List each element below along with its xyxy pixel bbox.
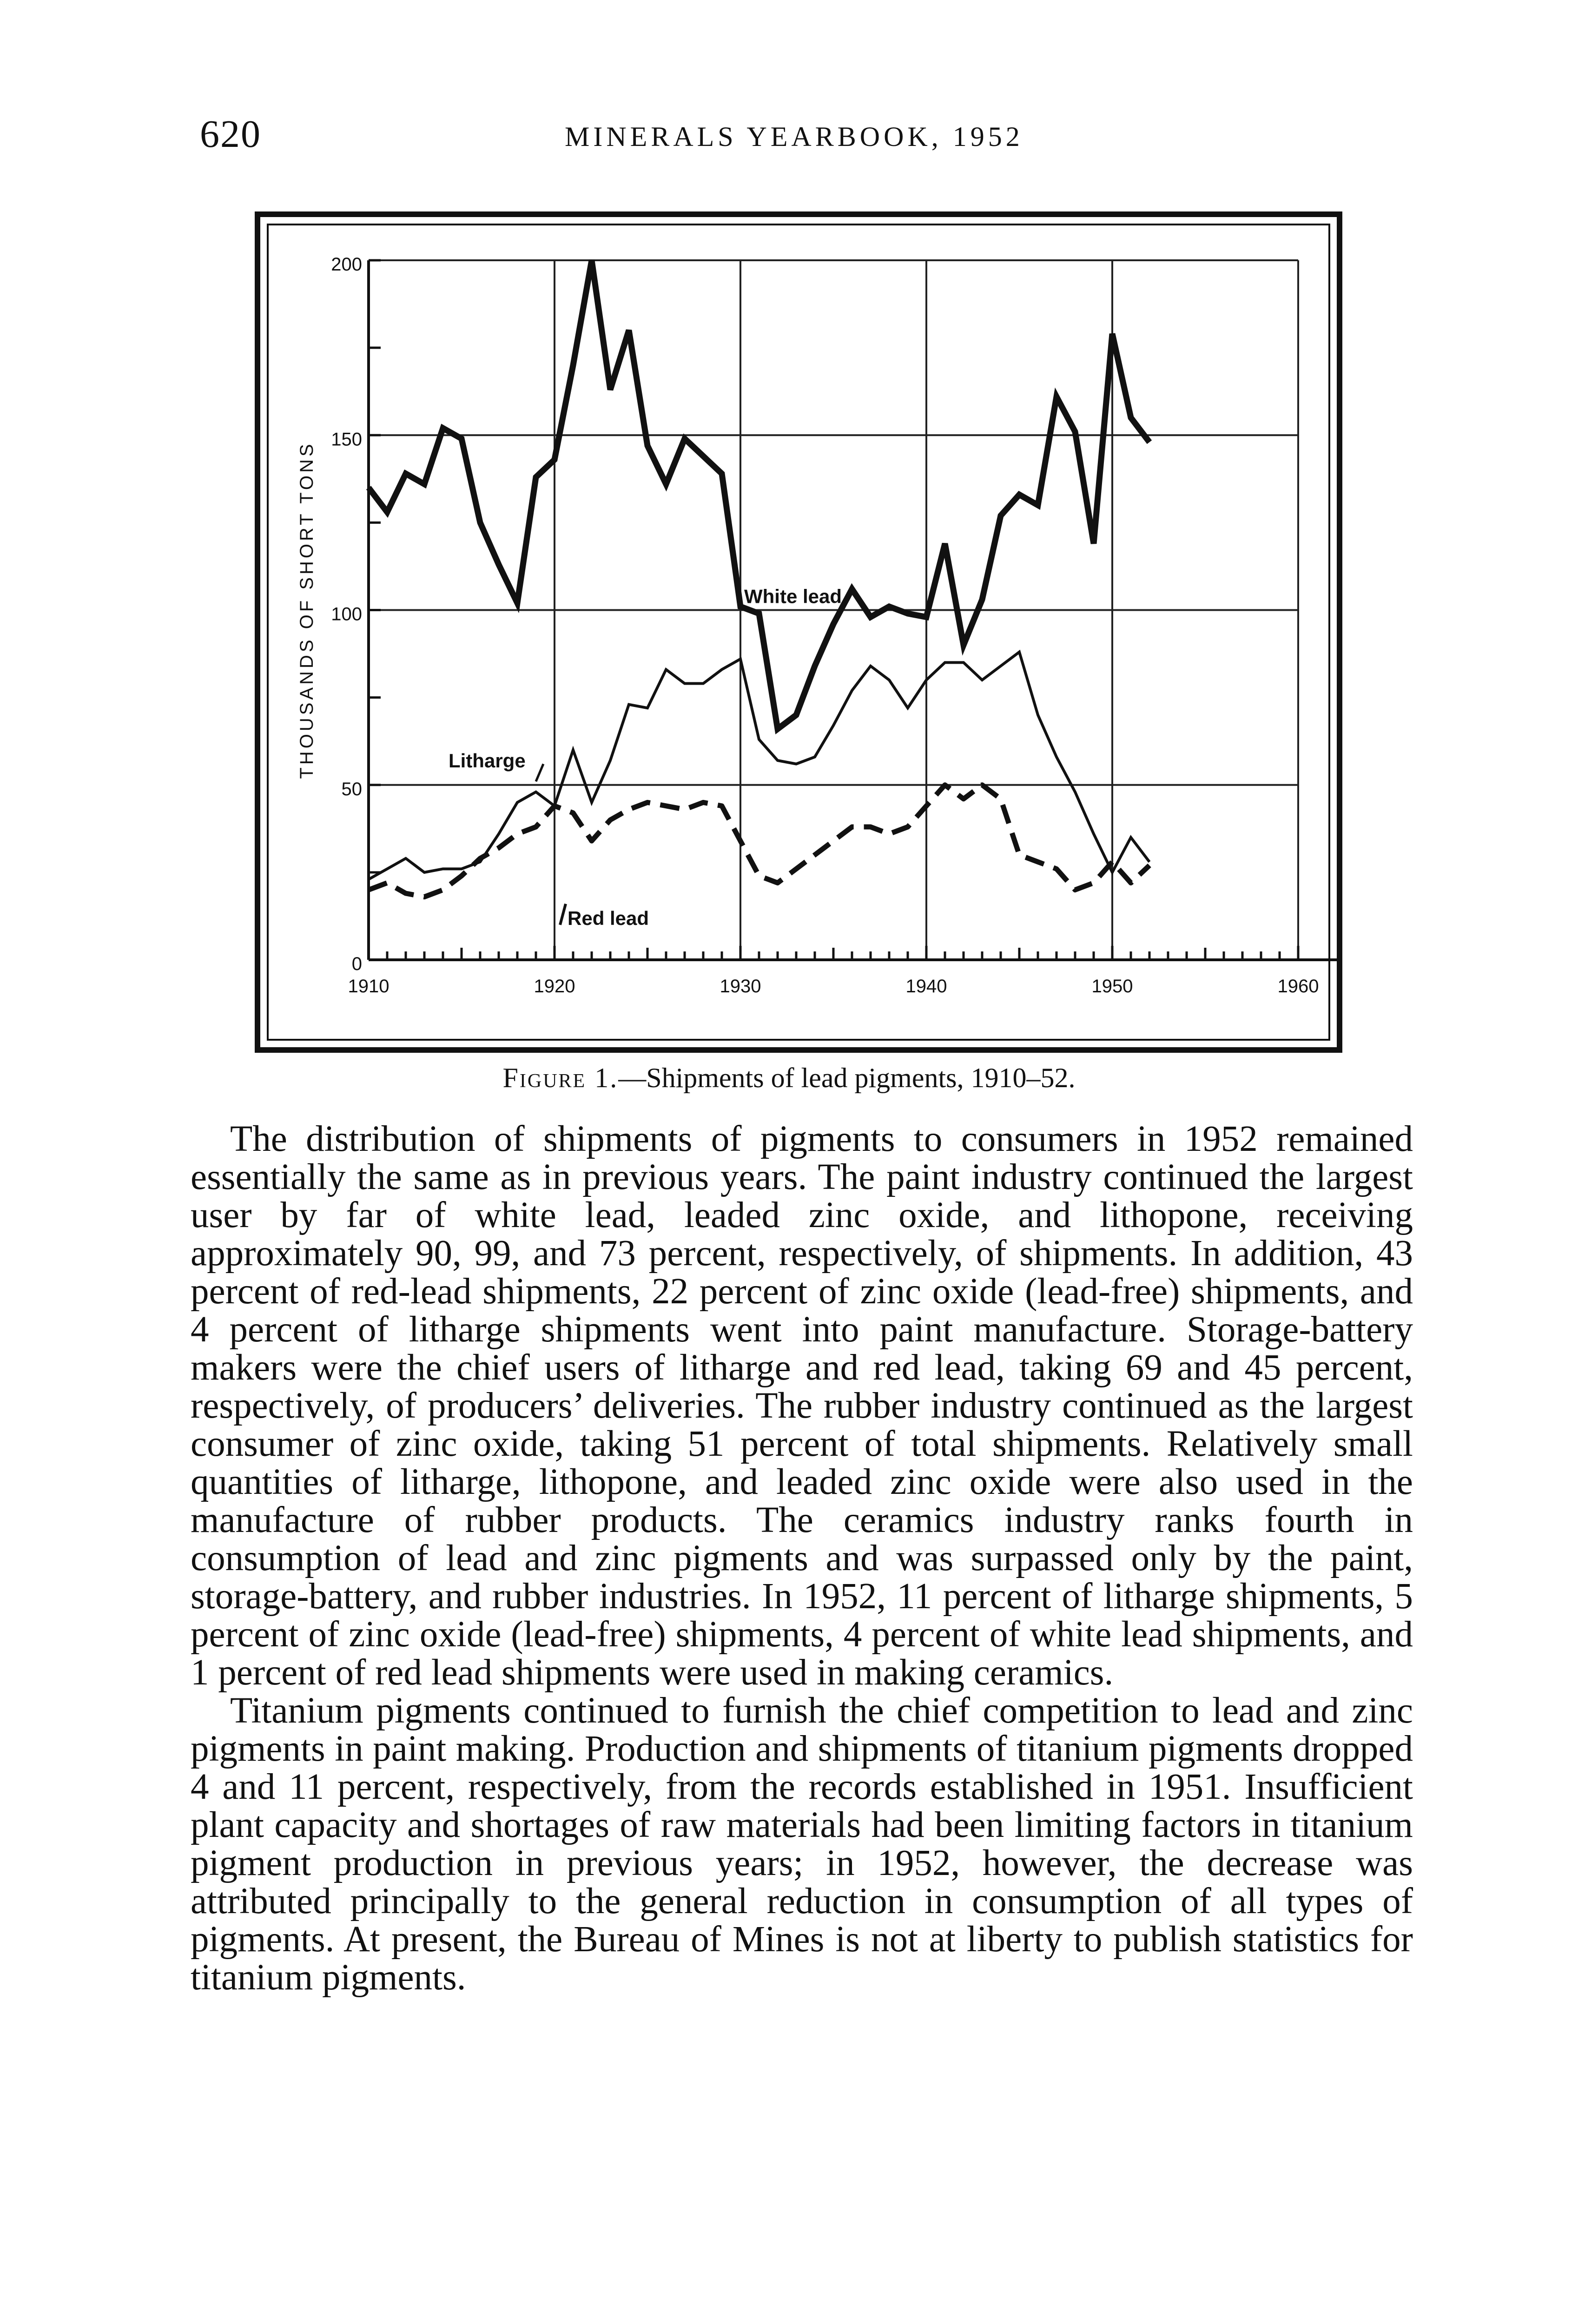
x-tick-label: 1930 [720, 976, 761, 997]
series-line-white-lead [369, 260, 1149, 729]
litharge-pointer [536, 764, 543, 782]
annotation-litharge: Litharge [449, 750, 526, 772]
x-tick-label: 1910 [348, 976, 390, 997]
running-title: MINERALS YEARBOOK, 1952 [565, 121, 1023, 152]
chart-series [369, 260, 1149, 897]
chart-grid [369, 260, 1298, 960]
y-tick-label: 200 [331, 254, 362, 275]
y-axis-label: THOUSANDS OF SHORT TONS [297, 441, 317, 779]
x-tick-label: 1920 [534, 976, 575, 997]
x-tick-label: 1960 [1277, 976, 1319, 997]
paragraph-pigment-distribution: The distribution of shipments of pigments to consumers in 1952 remained essentially the same as in previous years. The paint industry continued the largest user by far of white lead, leaded zinc oxide, and lithopone, receiving approximately 90, 99, and 73 percent, respectively, of shipments. In addition, 43 percent of red-lead shipments, 22 percent of zinc oxide (lead-free) shipments, and 4 percent of litharge shipments went into paint manufacture. Storage-battery makers were the chief users of litharge and red lead, taking 69 and 45 percent, respectively, of producers’ deliveries. The rubber industry continued as the largest consumer of zinc oxide, taking 51 percent of total shipments. Relatively small quantities of litharge, lithopone, and leaded zinc oxide were also used in the manufacture of rubber products. The ceramics industry ranks fourth in consumption of lead and zinc pigments and was surpassed only by the paint, storage-battery, and rubber industries. In 1952, 11 percent of litharge shipments, 5 percent of zinc oxide (lead-free) shipments, 4 percent of white lead shipments, and 1 percent of red lead shipments were used in making ceramics. [191, 1119, 1413, 1693]
figure-outer-frame [257, 214, 1340, 1050]
y-tick-label: 0 [351, 954, 362, 974]
x-tick-label: 1940 [905, 976, 947, 997]
figure-1 [255, 211, 1342, 1053]
chart-labels [297, 254, 1319, 997]
running-head [200, 112, 1408, 163]
paragraph-titanium-pigments: Titanium pigments continued to furnish the chief competition to lead and zinc pigments in paint making. Production and shipments of titanium pigments dropped 4 and 11 percent, respectively, from the records established in 1951. Insufficient plant capacity and shortages of raw materials had been limiting factors in titanium pigment production in previous years; in 1952, however, the decrease was attributed principally to the general reduction in consumption of all types of pigments. At present, the Bureau of Mines is not at liberty to publish statistics for titanium pigments. [191, 1690, 1413, 1998]
y-tick-label: 50 [341, 779, 362, 799]
annotation-red-lead: Red lead [568, 907, 649, 929]
figure-caption [0, 1062, 1578, 1094]
page-number: 620 [200, 112, 261, 156]
lead-pigments-chart [255, 211, 1342, 1053]
figure-inner-frame [268, 224, 1329, 1040]
body-text [191, 1120, 1413, 1997]
annotation-white-lead: White lead [744, 585, 842, 607]
caption-text: —Shipments of lead pigments, 1910–52. [618, 1063, 1076, 1093]
red-lead-pointer [560, 904, 566, 925]
x-tick-label: 1950 [1091, 976, 1133, 997]
y-tick-label: 100 [331, 604, 362, 625]
series-line-red-lead [369, 785, 1149, 897]
y-tick-label: 150 [331, 429, 362, 450]
caption-label: Figure 1. [502, 1063, 619, 1093]
